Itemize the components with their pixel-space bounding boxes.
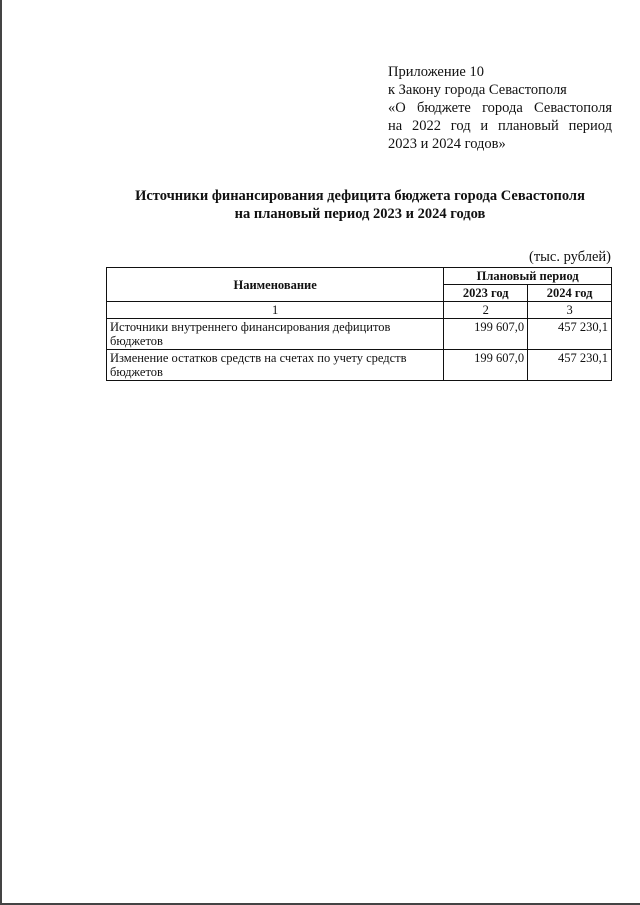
appendix-line: 2023 и 2024 годов» bbox=[388, 136, 506, 152]
title-line: на плановый период 2023 и 2024 годов bbox=[234, 206, 486, 222]
row-value-2023: 199 607,0 bbox=[444, 319, 528, 350]
row-value-2023: 199 607,0 bbox=[444, 350, 528, 381]
row-name: Изменение остатков средств на счетах по учету средств бюджетов bbox=[107, 350, 444, 381]
appendix-line: к Закону города Севастополя bbox=[388, 82, 567, 98]
page-edge-left bbox=[0, 0, 2, 905]
table-row bbox=[107, 319, 612, 350]
row-value-2024: 457 230,1 bbox=[528, 319, 612, 350]
appendix-header bbox=[388, 63, 612, 153]
appendix-line: Приложение 10 bbox=[388, 64, 484, 80]
units-label: (тыс. рублей) bbox=[529, 249, 611, 265]
table-row bbox=[107, 350, 612, 381]
row-value-2024: 457 230,1 bbox=[528, 350, 612, 381]
header-year-2024: 2024 год bbox=[528, 285, 612, 302]
index-cell: 2 bbox=[444, 302, 528, 319]
header-name: Наименование bbox=[107, 268, 444, 302]
table-index-row bbox=[107, 302, 612, 319]
index-cell: 1 bbox=[107, 302, 444, 319]
table-header-row bbox=[107, 268, 612, 285]
title-line: Источники финансирования дефицита бюджета города Севастополя bbox=[135, 188, 585, 204]
index-cell: 3 bbox=[528, 302, 612, 319]
document-title bbox=[100, 187, 620, 223]
row-name: Источники внутреннего финансирования дефицитов бюджетов bbox=[107, 319, 444, 350]
header-year-2023: 2023 год bbox=[444, 285, 528, 302]
sources-table bbox=[106, 267, 612, 381]
appendix-line: «О бюджете города Севастополя bbox=[388, 100, 612, 116]
header-period: Плановый период bbox=[444, 268, 612, 285]
appendix-line: на 2022 год и плановый период bbox=[388, 118, 612, 134]
